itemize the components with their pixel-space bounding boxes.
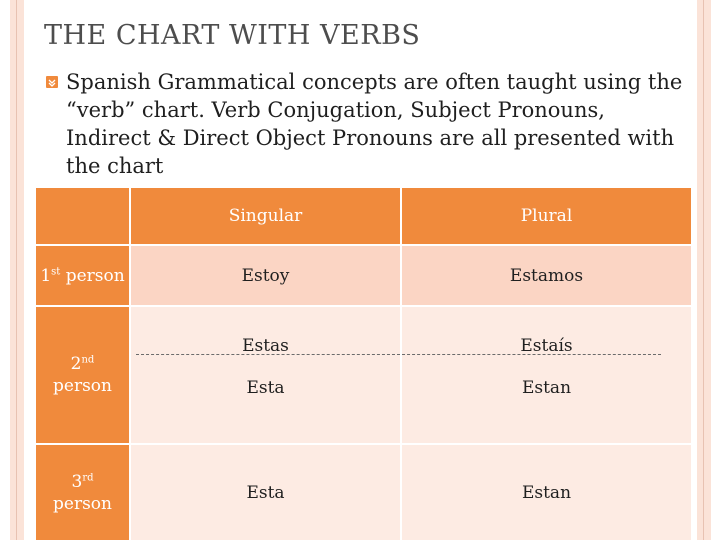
- header-corner-cell: [36, 188, 129, 246]
- slide-frame-line-right: [703, 0, 704, 540]
- cell-third-plural: Estan: [400, 445, 691, 540]
- row-label-third-person: 3rd person: [36, 445, 129, 540]
- row-label-second-person: 2nd person: [36, 307, 129, 445]
- slide-frame-left: [10, 0, 24, 540]
- slide-frame-line-left: [16, 0, 17, 540]
- cell-second-plural-top: Estaís: [520, 336, 573, 356]
- bullet-text: Spanish Grammatical concepts are often taught using the “verb” chart. Verb Conjugation, Subject Pronouns, Indirect & Direct Object Pronouns are all presented with the chart: [66, 70, 683, 178]
- cell-second-plural-bottom: Estan: [521, 378, 572, 398]
- verb-chart-table: [36, 188, 691, 540]
- cell-first-singular: Estoy: [129, 246, 400, 307]
- slide-title: THE CHART WITH VERBS: [44, 20, 421, 51]
- row-label-first-person: 1st person: [36, 246, 129, 307]
- cell-second-singular-bottom: Esta: [246, 378, 285, 398]
- header-singular: Singular: [129, 188, 400, 246]
- cell-second-singular-top: Estas: [242, 336, 289, 356]
- bullet-icon: [46, 76, 58, 88]
- cell-second-plural: [400, 307, 691, 445]
- cell-first-plural: Estamos: [400, 246, 691, 307]
- cell-third-singular: Esta: [129, 445, 400, 540]
- cell-second-singular: [129, 307, 400, 445]
- slide-frame-right: [697, 0, 711, 540]
- header-plural: Plural: [400, 188, 691, 246]
- dashed-divider: [136, 354, 661, 355]
